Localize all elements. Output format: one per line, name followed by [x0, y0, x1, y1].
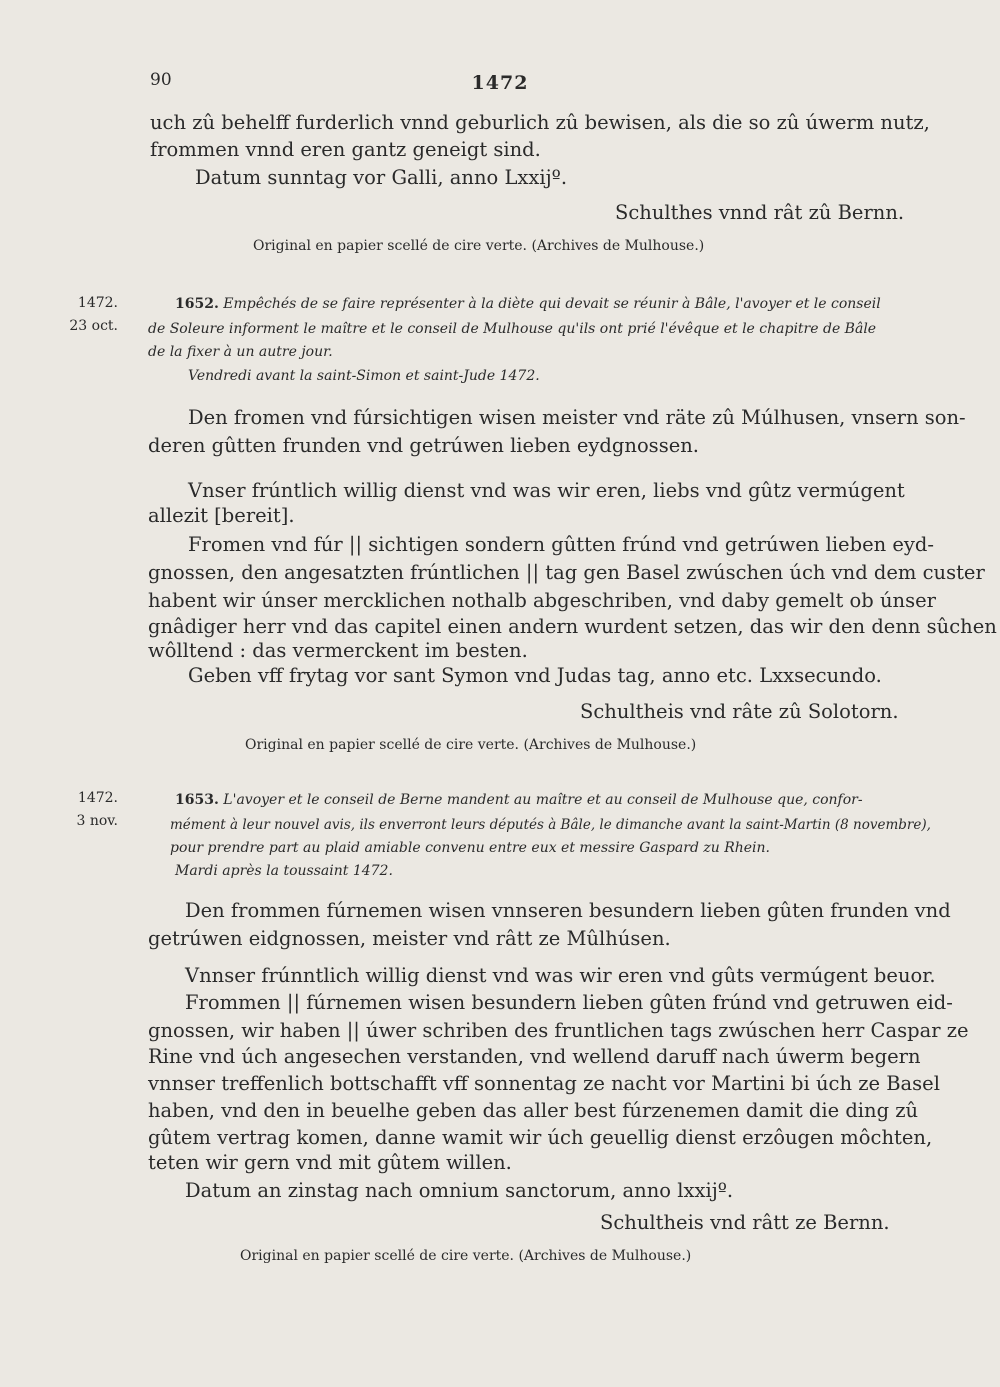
signature-line: Schultheis vnd râtt ze Bernn. — [600, 1211, 890, 1234]
text-line: haben, vnd den in beuelhe geben das aller best fúrzenemen damit die ding zû — [148, 1099, 919, 1122]
address-line: getrúwen eidgnossen, meister vnd râtt ze Mûlhúsen. — [148, 927, 671, 950]
signature-line: Schultheis vnd râte zû Solotorn. — [580, 700, 899, 723]
text-line: Rine vnd úch angesechen verstanden, vnd wellend daruff nach úwerm begern — [148, 1045, 921, 1068]
text-line: teten wir gern vnd mit gûtem willen. — [148, 1151, 512, 1174]
margin-date: 3 nov. — [76, 813, 118, 829]
entry-summary-line: 1652. Empêchés de se faire représenter à la diète qui devait se réunir à Bâle, l'avoyer et le conseil — [175, 296, 881, 312]
dating-line: Datum an zinstag nach omnium sanctorum, anno lxxijº. — [185, 1179, 734, 1202]
entry-summary-line: de la fixer à un autre jour. — [148, 344, 333, 360]
text-line: uch zû behelff furderlich vnnd geburlich zû bewisen, als die so zû úwerm nutz, — [150, 111, 930, 134]
text-line: habent wir únser mercklichen nothalb abgeschriben, vnd daby gemelt ob únser — [148, 589, 936, 612]
margin-year: 1472. — [77, 295, 118, 311]
running-year-heading: 1472 — [471, 72, 529, 94]
text-line: Vnser frúntlich willig dienst vnd was wir eren, liebs vnd gûtz vermúgent — [188, 479, 905, 502]
signature-line: Schulthes vnnd rât zû Bernn. — [615, 201, 905, 224]
entry-date: Mardi après la toussaint 1472. — [175, 863, 393, 879]
text-line: Vnnser frúnntlich willig dienst vnd was wir eren vnd gûts vermúgent beuor. — [185, 964, 936, 987]
text-line: vnnser treffenlich bottschafft vff sonnentag ze nacht vor Martini bi úch ze Basel — [148, 1072, 940, 1095]
address-line: Den frommen fúrnemen wisen vnnseren besundern lieben gûten frunden vnd — [185, 899, 951, 922]
margin-date: 23 oct. — [69, 318, 118, 334]
entry-date: Vendredi avant la saint-Simon et saint-Jude 1472. — [188, 368, 540, 384]
entry-number: 1652. — [175, 296, 219, 312]
text-line: allezit [bereit]. — [148, 504, 295, 527]
source-note: Original en papier scellé de cire verte. (Archives de Mulhouse.) — [240, 1248, 692, 1264]
entry-summary-line: pour prendre part au plaid amiable convenu entre eux et messire Gaspard zu Rhein. — [170, 840, 771, 856]
entry-summary-line: 1653. L'avoyer et le conseil de Berne mandent au maître et au conseil de Mulhouse que, confor- — [175, 792, 863, 808]
address-line: Den fromen vnd fúrsichtigen wisen meister vnd räte zû Múlhusen, vnsern son- — [188, 406, 966, 429]
text-line: gnossen, den angesatzten frúntlichen || tag gen Basel zwúschen úch vnd dem custer — [148, 561, 985, 584]
text-line: Frommen || fúrnemen wisen besundern lieben gûten frúnd vnd getruwen eid- — [185, 991, 953, 1014]
entry-summary-line: de Soleure informent le maître et le conseil de Mulhouse qu'ils ont prié l'évêque et le chapitre de Bâle — [148, 321, 877, 337]
source-note: Original en papier scellé de cire verte. (Archives de Mulhouse.) — [245, 737, 697, 753]
page-number: 90 — [150, 70, 172, 90]
text-line: wôlltend : das vermerckent im besten. — [148, 639, 528, 662]
text-line: frommen vnnd eren gantz geneigt sind. — [150, 138, 541, 161]
text-line: gnossen, wir haben || úwer schriben des fruntlichen tags zwúschen herr Caspar ze — [148, 1019, 969, 1042]
address-line: deren gûtten frunden vnd getrúwen lieben eydgnossen. — [148, 434, 699, 457]
dating-line: Geben vff frytag vor sant Symon vnd Judas tag, anno etc. Lxxsecundo. — [188, 664, 882, 687]
entry-summary-line: mément à leur nouvel avis, ils enverront leurs députés à Bâle, le dimanche avant la saint-Martin (8 novembre), — [170, 817, 931, 833]
dating-line: Datum sunntag vor Galli, anno Lxxijº. — [195, 166, 568, 189]
text-line: gnâdiger herr vnd das capitel einen andern wurdent setzen, das wir den denn sûchen — [148, 615, 997, 638]
margin-year: 1472. — [77, 790, 118, 806]
source-note: Original en papier scellé de cire verte. (Archives de Mulhouse.) — [253, 238, 705, 254]
text-line: gûtem vertrag komen, danne wamit wir úch geuellig dienst erzôugen môchten, — [148, 1126, 933, 1149]
text-line: Fromen vnd fúr || sichtigen sondern gûtten frúnd vnd getrúwen lieben eyd- — [188, 533, 935, 556]
entry-number: 1653. — [175, 792, 219, 808]
